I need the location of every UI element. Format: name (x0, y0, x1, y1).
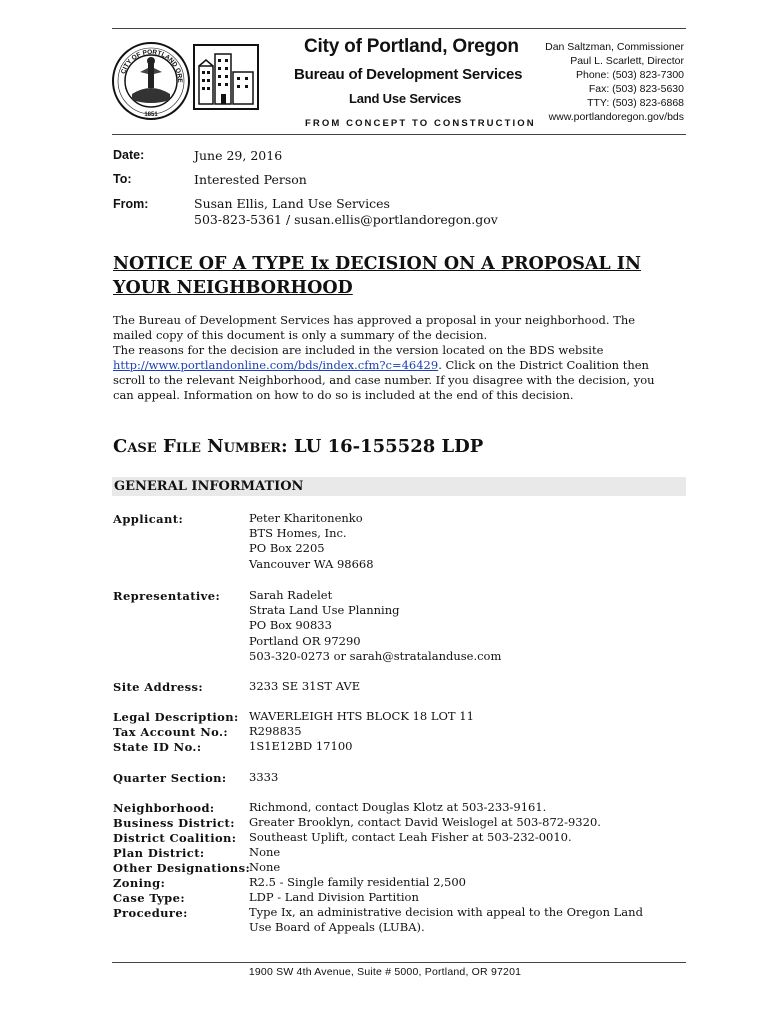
bds-website-link[interactable]: http://www.portlandonline.com/bds/index.cfm?c=46429 (113, 358, 439, 372)
representative-label: Representative: (113, 589, 221, 603)
zoning-label: Zoning: (113, 876, 166, 890)
case-file-number: Case File Number: LU 16-155528 LDP (113, 436, 484, 457)
footer-address: 1900 SW 4th Avenue, Suite # 5000, Portland, OR 97201 (248, 966, 522, 978)
contact-block (545, 40, 684, 124)
other-designations-value: None (249, 860, 281, 874)
district-coalition-label: District Coalition: (113, 831, 237, 845)
bds-building-logo (193, 44, 259, 110)
commissioner: Dan Saltzman, Commissioner (545, 41, 684, 53)
svg-text:CITY OF PORTLAND OREGON: CITY OF PORTLAND ORE (120, 48, 184, 83)
applicant-po-box: PO Box 2205 (249, 541, 325, 556)
other-designations-label: Other Designations: (113, 861, 251, 875)
case-type-value: LDP - Land Division Partition (249, 890, 419, 904)
representative-city: Portland OR 97290 (249, 633, 361, 648)
state-id-value: 1S1E12BD 17100 (249, 739, 353, 753)
representative-company: Strata Land Use Planning (249, 603, 400, 618)
intro-paragraph (113, 313, 673, 403)
plan-district-label: Plan District: (113, 846, 205, 860)
director: Paul L. Scarlett, Director (570, 55, 684, 67)
zoning-value: R2.5 - Single family residential 2,500 (249, 875, 467, 889)
intro-reasons-text: The reasons for the decision are included in the version located on the BDS website (113, 343, 604, 357)
fax: Fax: (503) 823-5630 (588, 83, 684, 95)
representative-contact: 503-320-0273 or sarah@stratalanduse.com (249, 648, 502, 663)
applicant-name: Peter Kharitonenko (249, 511, 363, 525)
representative-po-box: PO Box 90833 (249, 618, 332, 633)
procedure-line-2: Use Board of Appeals (LUBA). (249, 920, 425, 935)
representative-name: Sarah Radelet (249, 588, 333, 602)
procedure-line-1: Type Ix, an administrative decision with appeal to the Oregon Land (249, 905, 643, 919)
from-name: Susan Ellis, Land Use Services (194, 196, 390, 211)
site-address-value: 3233 SE 31ST AVE (249, 679, 361, 693)
intro-reasons (113, 343, 673, 403)
general-info-heading: GENERAL INFORMATION (114, 479, 304, 494)
business-district-value: Greater Brooklyn, contact David Weislogel at 503-872-9320. (249, 815, 601, 829)
to-label: To: (113, 172, 132, 186)
header-bottom-rule (112, 134, 686, 135)
business-district-label: Business District: (113, 816, 235, 830)
footer-rule (112, 962, 686, 963)
website-link[interactable]: www.portlandoregon.gov/bds (548, 111, 684, 123)
legal-description-label: Legal Description: (113, 710, 239, 724)
date-value: June 29, 2016 (194, 148, 283, 163)
to-value: Interested Person (194, 172, 307, 187)
applicant-city: Vancouver WA 98668 (249, 556, 374, 571)
from-label: From: (113, 197, 149, 211)
case-type-label: Case Type: (113, 891, 185, 905)
procedure-value (249, 905, 643, 935)
tax-account-value: R298835 (249, 724, 302, 738)
org-name: City of Portland, Oregon (304, 36, 519, 57)
svg-text:1851: 1851 (144, 112, 158, 118)
quarter-section-value: 3333 (249, 770, 279, 784)
intro-instructions: . Click on the District Coalition then scroll to the relevant Neighborhood, and case number. If you disagree with the decision, you can appeal. Information on how to do so is included at the end of this decision. (113, 358, 655, 402)
plan-district-value: None (249, 845, 281, 859)
bureau-name: Bureau of Development Services (294, 66, 523, 83)
applicant-label: Applicant: (113, 512, 184, 526)
applicant-value (249, 511, 374, 572)
district-coalition-value: Southeast Uplift, contact Leah Fisher at 503-232-0010. (249, 830, 572, 844)
neighborhood-value: Richmond, contact Douglas Klotz at 503-233-9161. (249, 800, 547, 814)
from-contact: 503-823-5361 / susan.ellis@portlandoregon.gov (194, 212, 498, 227)
representative-value (249, 588, 501, 664)
quarter-section-label: Quarter Section: (113, 771, 227, 785)
tax-account-label: Tax Account No.: (113, 725, 229, 739)
neighborhood-label: Neighborhood: (113, 801, 215, 815)
procedure-label: Procedure: (113, 906, 188, 920)
applicant-company: BTS Homes, Inc. (249, 526, 347, 541)
tagline: FROM CONCEPT TO CONSTRUCTION (305, 118, 536, 129)
from-value (194, 196, 498, 228)
state-id-label: State ID No.: (113, 740, 202, 754)
city-seal-logo (112, 42, 190, 120)
site-address-label: Site Address: (113, 680, 204, 694)
legal-description-value: WAVERLEIGH HTS BLOCK 18 LOT 11 (249, 709, 474, 723)
header-top-rule (112, 28, 686, 29)
intro-summary: The Bureau of Development Services has approved a proposal in your neighborhood. The mailed copy of this document is only a summary of the decision. (113, 313, 636, 342)
tty: TTY: (503) 823-6868 (587, 97, 684, 109)
notice-title: NOTICE OF A TYPE Ix DECISION ON A PROPOSAL IN YOUR NEIGHBORHOOD (113, 254, 641, 298)
date-label: Date: (113, 148, 145, 162)
phone: Phone: (503) 823-7300 (576, 69, 684, 81)
division-name: Land Use Services (349, 91, 462, 106)
